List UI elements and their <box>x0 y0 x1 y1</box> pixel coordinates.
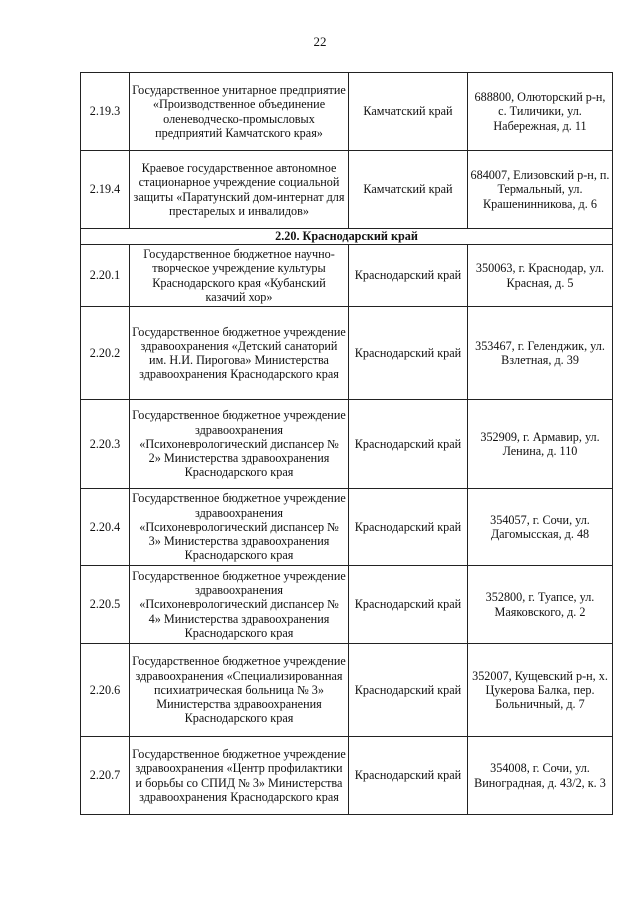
region-name: Краснодарский край <box>349 400 468 489</box>
organization-name: Государственное бюджетное учреждение здравоохранения «Детский санаторий им. Н.И. Пирогова» Министерства здравоохранения Краснодарского края <box>130 307 349 400</box>
address: 352909, г. Армавир, ул. Ленина, д. 110 <box>468 400 613 489</box>
table-row <box>81 400 613 489</box>
page-number: 22 <box>313 34 327 49</box>
row-number: 2.19.4 <box>81 151 130 229</box>
region-name: Краснодарский край <box>349 489 468 566</box>
row-number: 2.20.2 <box>81 307 130 400</box>
region-name: Камчатский край <box>349 151 468 229</box>
address: 353467, г. Геленджик, ул. Взлетная, д. 39 <box>468 307 613 400</box>
table-row <box>81 245 613 307</box>
address: 354057, г. Сочи, ул. Дагомысская, д. 48 <box>468 489 613 566</box>
address: 684007, Елизовский р-н, п. Термальный, ул. Крашенинникова, д. 6 <box>468 151 613 229</box>
organization-name: Государственное бюджетное научно-творческое учреждение культуры Краснодарского края «Кубанский казачий хор» <box>130 245 349 307</box>
region-name: Краснодарский край <box>349 307 468 400</box>
row-number: 2.20.4 <box>81 489 130 566</box>
row-number: 2.20.1 <box>81 245 130 307</box>
address: 688800, Олюторский р-н, с. Тиличики, ул. Набережная, д. 11 <box>468 73 613 151</box>
row-number: 2.20.5 <box>81 566 130 644</box>
table-row <box>81 489 613 566</box>
organizations-table <box>80 72 613 815</box>
organization-name: Государственное бюджетное учреждение здравоохранения «Центр профилактики и борьбы со СПИД № 3» Министерства здравоохранения Краснодарского края <box>130 737 349 815</box>
address: 350063, г. Краснодар, ул. Красная, д. 5 <box>468 245 613 307</box>
row-number: 2.20.6 <box>81 644 130 737</box>
table-row <box>81 151 613 229</box>
organization-name: Краевое государственное автономное стационарное учреждение социальной защиты «Паратунский дом-интернат для престарелых и инвалидов» <box>130 151 349 229</box>
organization-name: Государственное бюджетное учреждение здравоохранения «Психоневрологический диспансер № 3» Министерства здравоохранения Краснодарского края <box>130 489 349 566</box>
table-row <box>81 737 613 815</box>
address: 352800, г. Туапсе, ул. Маяковского, д. 2 <box>468 566 613 644</box>
organization-name: Государственное бюджетное учреждение здравоохранения «Психоневрологический диспансер № 4» Министерства здравоохранения Краснодарского края <box>130 566 349 644</box>
region-name: Краснодарский край <box>349 737 468 815</box>
address: 354008, г. Сочи, ул. Виноградная, д. 43/2, к. 3 <box>468 737 613 815</box>
section-heading-row <box>81 229 613 245</box>
row-number: 2.19.3 <box>81 73 130 151</box>
region-name: Камчатский край <box>349 73 468 151</box>
region-name: Краснодарский край <box>349 245 468 307</box>
section-title: 2.20. Краснодарский край <box>81 229 613 245</box>
organization-name: Государственное унитарное предприятие «Производственное объединение оленеводческо-промысловых предприятий Камчатского края» <box>130 73 349 151</box>
organization-name: Государственное бюджетное учреждение здравоохранения «Психоневрологический диспансер № 2» Министерства здравоохранения Краснодарского края <box>130 400 349 489</box>
address: 352007, Кущевский р-н, х. Цукерова Балка, пер. Больничный, д. 7 <box>468 644 613 737</box>
organization-name: Государственное бюджетное учреждение здравоохранения «Специализированная психиатрическая больница № 3» Министерства здравоохранения Краснодарского края <box>130 644 349 737</box>
row-number: 2.20.3 <box>81 400 130 489</box>
table-row <box>81 73 613 151</box>
table-row <box>81 307 613 400</box>
region-name: Краснодарский край <box>349 644 468 737</box>
region-name: Краснодарский край <box>349 566 468 644</box>
row-number: 2.20.7 <box>81 737 130 815</box>
table-row <box>81 644 613 737</box>
table-row <box>81 566 613 644</box>
